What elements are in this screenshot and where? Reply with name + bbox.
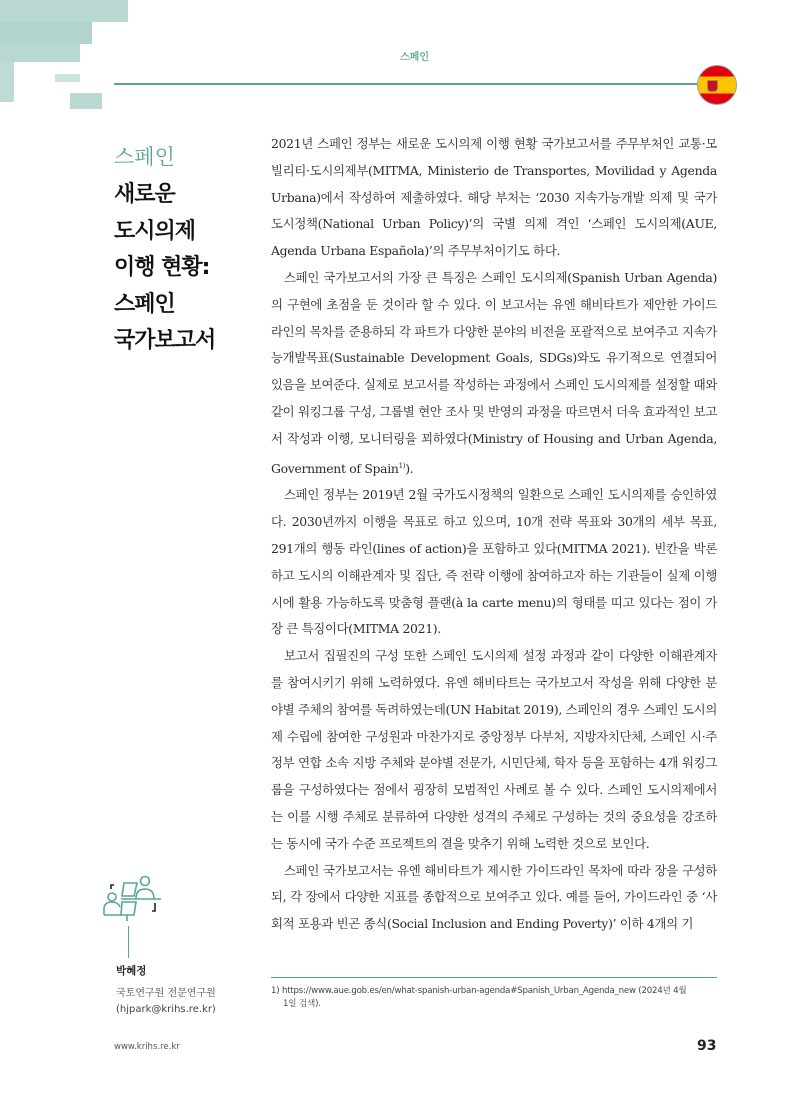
footnote-ref[interactable]: 1) (398, 461, 406, 470)
title-line: 이행 현황: (114, 255, 210, 280)
title-line: 도시의제 (114, 218, 196, 244)
paragraph: 스페인 국가보고서는 유엔 해비타트가 제시한 가이드라인 목차에 따라 장을 구성하되, 각 장에서 다양한 지표를 종합적으로 보여주고 있다. 예를 들어, 가이드라인 중 ‘사회적 포용과 빈곤 종식(Social Inclusion and Ending Poverty)’ 이하 4개의 기 (271, 862, 717, 932)
paragraph: 보고서 집필진의 구성 또한 스페인 도시의제 설정 과정과 같이 다양한 이해관계자를 참여시키기 위해 노력하였다. 유엔 해비타트는 국가보고서 작성을 위해 다양한 분야별 주체의 참여를 독려하였는데(UN Habitat 2019), 스페인의 경우 스페인 도시의제 수립에 참여한 구성원과 마찬가지로 중앙정부 다부처, 지방자치단체, 스페인 시·주정부 연합 소속 지방 주체와 분야별 전문가, 시민단체, 학자 등을 포함하는 4개 워킹그룹을 구성하였다는 점에서 굉장히 모범적인 사례로 볼 수 있다. 스페인 도시의제에서는 이를 시행 주체로 분류하여 다양한 성격의 주체로 구성하는 것의 중요성을 강조하는 동시에 국가 수준 프로젝트의 결을 맞추기 위해 노력한 것으로 보인다. (271, 648, 717, 851)
title-line: 국가보고서 (114, 328, 216, 353)
article-kicker: 스페인 (114, 145, 175, 169)
footer-website-link[interactable]: www.krihs.re.kr (114, 1042, 180, 1052)
spain-flag-icon (697, 65, 737, 105)
paragraph: 2021년 스페인 정부는 새로운 도시의제 이행 현황 국가보고서를 주무부처인 교통·모빌리티·도시의제부(MITMA, Ministerio de Transportes, Movilidad y Agenda Urbana)에서 작성하여 제출하였다. 해당 부처는 ‘2030 지속가능개발 의제 및 국가도시정책(National Urban Policy)’의 국별 의제 격인 ‘스페인 도시의제(AUE, Agenda Urbana Española)’의 주무부처이기도 하다. (271, 136, 717, 259)
author-name: 박혜정 (116, 965, 147, 977)
footnote-continuation: 1일 검색). (283, 999, 321, 1009)
article-body (271, 131, 717, 938)
title-line: 새로운 (114, 182, 175, 207)
footnote-link[interactable]: 1) https://www.aue.gob.es/en/what-spanish-urban-agenda#Spanish_Urban_Agenda_new (2024년 4월 (271, 986, 687, 996)
paragraph-text: 스페인 국가보고서의 가장 큰 특징은 스페인 도시의제(Spanish Urban Agenda)의 구현에 초점을 둔 것이라 할 수 있다. 이 보고서는 유엔 해비타트가 제안한 가이드라인의 목차를 준용하되 각 파트가 다양한 분야의 비전을 포괄적으로 보여주고 지속가능개발목표(Sustainable Development Goals, SDGs)와도 유기적으로 연결되어 있음을 보여준다. 실제로 보고서를 작성하는 과정에서 스페인 도시의제를 설정할 때와 같이 워킹그룹 구성, 그룹별 현안 조사 및 반영의 과정을 따르면서 더욱 효과적인 보고서 작성과 이행, 모니터링을 꾀하였다(Ministry of Housing and Urban Agenda, Government of Spain (271, 269, 717, 476)
paragraph: 스페인 정부는 2019년 2월 국가도시정책의 일환으로 스페인 도시의제를 승인하였다. 2030년까지 이행을 목표로 하고 있으며, 10개 전략 목표와 30개의 세부 목표, 291개의 행동 라인(lines of action)을 포함하고 있다(MITMA 2021). 빈칸을 박론하고 도시의 이해관계자 및 집단, 즉 전략 이행에 참여하고자 하는 기관들이 실제 이행 시에 활용 가능하도록 맞춤형 플랜(à la carte menu)의 형태를 띠고 있다는 점이 가장 큰 특징이다(MITMA 2021). (271, 487, 717, 637)
header-divider (114, 83, 700, 85)
researchers-at-computers-icon (103, 875, 161, 925)
world-map-dot-decoration (0, 0, 135, 122)
author-connector-line (128, 926, 129, 958)
footnote-divider (271, 977, 717, 978)
article-title (114, 177, 254, 360)
footnote (271, 985, 721, 1011)
paragraph (271, 265, 717, 482)
author-email[interactable]: (hjpark@krihs.re.kr) (116, 1004, 216, 1015)
coat-of-arms-icon (707, 80, 718, 92)
section-label: 스페인 (400, 52, 429, 63)
author-organization: 국토연구원 전문연구원 (116, 988, 216, 999)
title-line: 스페인 (114, 291, 175, 317)
page-number: 93 (697, 1038, 717, 1054)
paragraph-tail: ). (405, 460, 414, 476)
